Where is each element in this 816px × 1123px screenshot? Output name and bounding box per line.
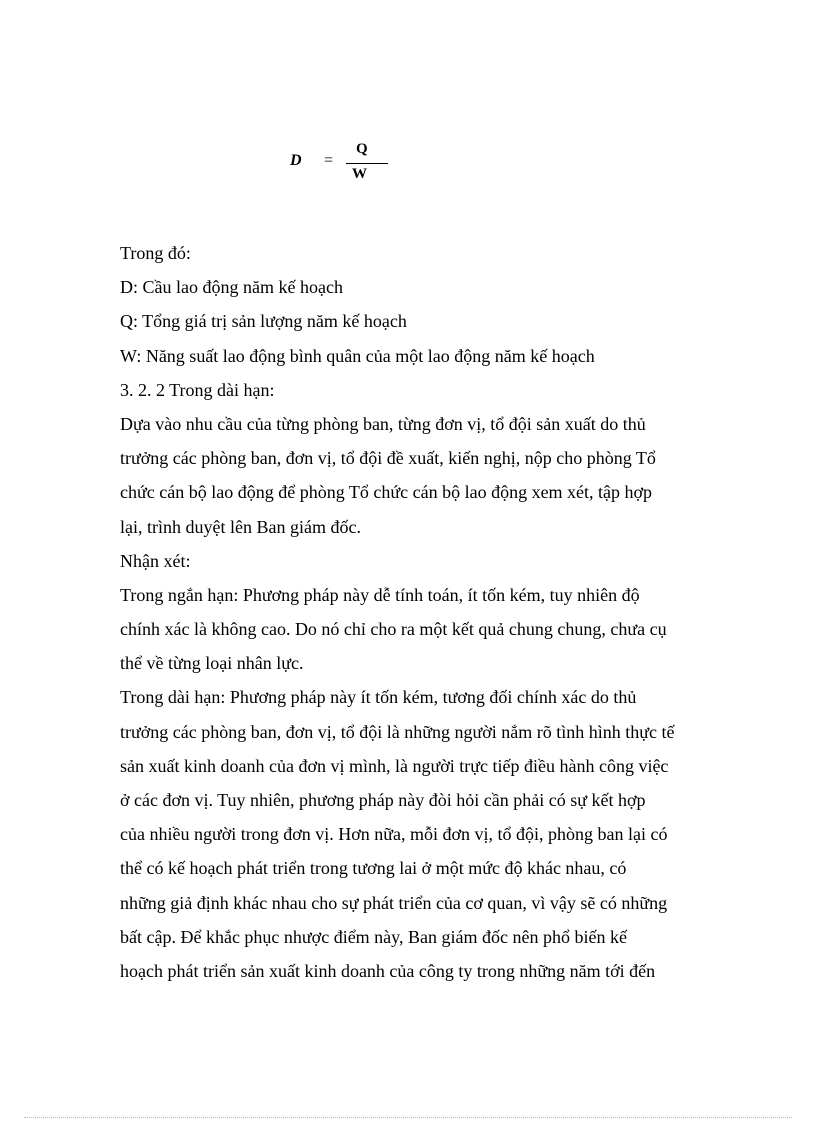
section-heading: 3. 2. 2 Trong dài hạn:: [120, 379, 275, 400]
text-line: thể về từng loại nhân lực.: [120, 653, 304, 674]
formula-numerator: Q: [356, 141, 368, 157]
text-line: Trong đó:: [120, 243, 191, 263]
formula-equals: =: [324, 152, 334, 169]
text-line: những giả định khác nhau cho sự phát triển của cơ quan, vì vậy sẽ có những: [120, 892, 668, 913]
text-line: Dựa vào nhu cầu của từng phòng ban, từng đơn vị, tổ đội sản xuất do thủ: [120, 413, 646, 434]
text-line: trưởng các phòng ban, đơn vị, tổ đội là những người nắm rõ tình hình thực tế: [120, 721, 675, 742]
text-line: lại, trình duyệt lên Ban giám đốc.: [120, 516, 361, 537]
text-line: bất cập. Để khắc phục nhược điểm này, Ban giám đốc nên phổ biến kế: [120, 926, 627, 947]
text-line: Nhận xét:: [120, 550, 191, 571]
text-line: sản xuất kinh doanh của đơn vị mình, là người trực tiếp điều hành công việc: [120, 755, 669, 776]
formula-denominator: W: [352, 166, 367, 182]
text-line: Trong dài hạn: Phương pháp này ít tốn kém, tương đối chính xác do thủ: [120, 687, 637, 708]
formula: [290, 140, 400, 190]
text-line: ở các đơn vị. Tuy nhiên, phương pháp này đòi hỏi cần phải có sự kết hợp: [120, 790, 646, 810]
text-line: W: Năng suất lao động bình quân của một lao động năm kế hoạch: [120, 345, 595, 366]
body-text: [120, 236, 710, 988]
text-line: D: Cầu lao động năm kế hoạch: [120, 277, 343, 298]
text-line: Trong ngắn hạn: Phương pháp này dễ tính toán, ít tốn kém, tuy nhiên độ: [120, 584, 640, 605]
text-line: thể có kế hoạch phát triển trong tương lai ở một mức độ khác nhau, có: [120, 858, 627, 879]
formula-lhs: D: [290, 152, 302, 169]
page-edge-divider: [24, 1117, 792, 1118]
text-line: chính xác là không cao. Do nó chỉ cho ra một kết quả chung chung, chưa cụ: [120, 619, 667, 640]
text-line: hoạch phát triển sản xuất kinh doanh của công ty trong những năm tới đến: [120, 960, 656, 981]
text-line: của nhiều người trong đơn vị. Hơn nữa, mỗi đơn vị, tổ đội, phòng ban lại có: [120, 824, 668, 845]
text-line: chức cán bộ lao động để phòng Tổ chức cán bộ lao động xem xét, tập hợp: [120, 482, 653, 503]
fraction-bar: [346, 163, 388, 164]
text-line: trưởng các phòng ban, đơn vị, tổ đội đề xuất, kiến nghị, nộp cho phòng Tổ: [120, 448, 656, 469]
text-line: Q: Tổng giá trị sản lượng năm kế hoạch: [120, 311, 407, 332]
